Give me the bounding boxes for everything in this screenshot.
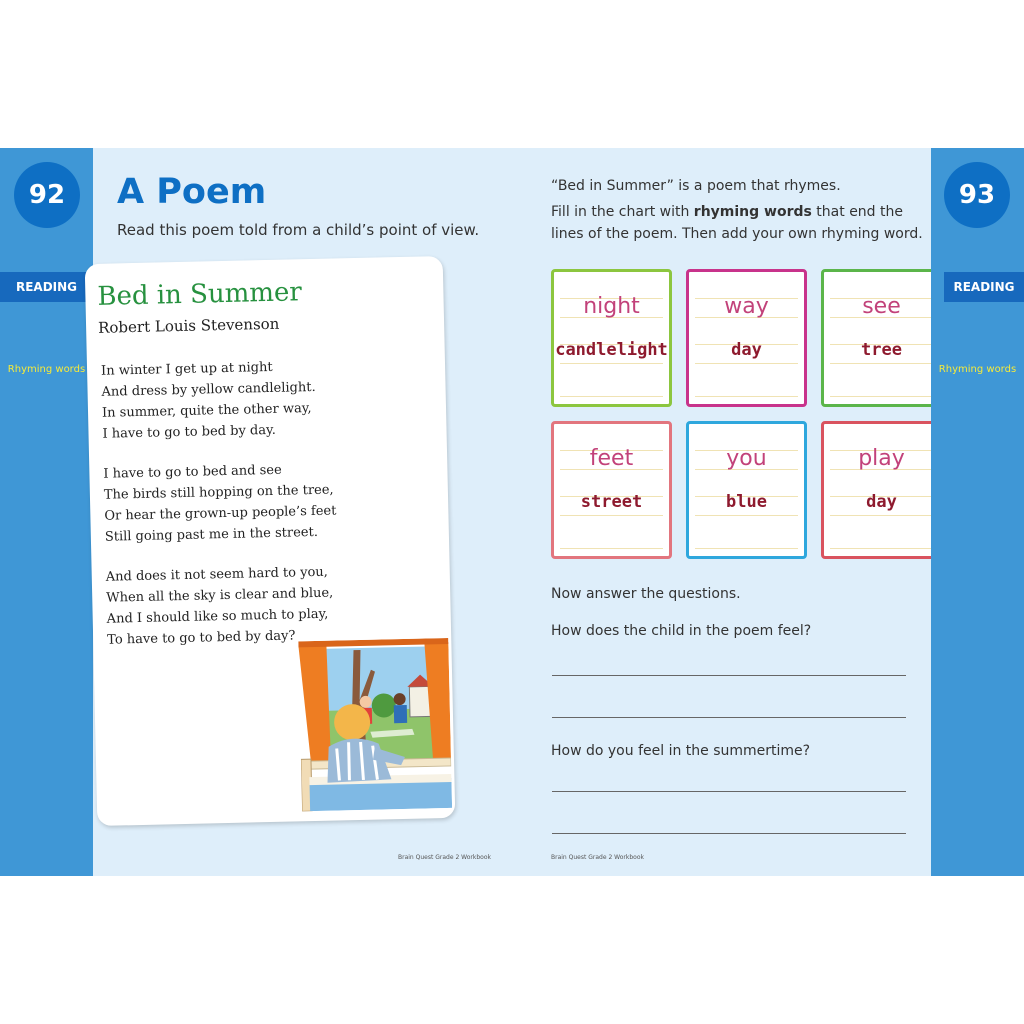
- poem-line: Still going past me in the street.: [104, 524, 319, 545]
- rhyme-box: [551, 421, 672, 559]
- answer-line-1b[interactable]: [552, 717, 906, 718]
- poem-stanza-3: [106, 562, 335, 651]
- instruction-rhymes: “Bed in Summer” is a poem that rhymes.: [551, 178, 841, 194]
- poem-card: [85, 256, 456, 826]
- instruction-text: Fill in the chart with: [551, 204, 694, 220]
- rhyme-word-top: night: [583, 294, 640, 319]
- left-side-band: [0, 148, 93, 876]
- rhyme-word-answer: day: [731, 340, 762, 360]
- rhyme-word-top: feet: [589, 446, 634, 471]
- rhyme-word-answer: blue: [726, 492, 767, 512]
- poem-stanza-2: [103, 458, 337, 547]
- instruction-bold: rhyming words: [693, 204, 812, 220]
- workbook-spread: [0, 148, 1024, 876]
- page-number-left: 92: [14, 162, 80, 228]
- rhyme-word-answer: day: [866, 492, 897, 512]
- rhyme-word-top: see: [862, 294, 901, 319]
- question-1: How does the child in the poem feel?: [551, 623, 812, 639]
- poem-line: I have to go to bed by day.: [102, 422, 276, 442]
- instruction-fill-chart: [551, 201, 923, 245]
- poem-stanza-1: [101, 356, 317, 445]
- poem-line: In winter I get up at night: [100, 359, 273, 379]
- side-label-right: Rhyming words: [938, 364, 1017, 375]
- poem-line: To have to go to bed by day?: [107, 628, 296, 648]
- rhyme-word-answer: street: [580, 492, 643, 512]
- poem-author: Robert Louis Stevenson: [97, 314, 280, 337]
- poem-line: When all the sky is clear and blue,: [106, 585, 334, 606]
- window-illustration: [298, 638, 452, 811]
- poem-line: Or hear the grown-up people’s feet: [104, 503, 337, 524]
- right-side-band: [931, 148, 1024, 876]
- rhyme-box: [821, 269, 942, 407]
- section-tag-right: READING: [944, 272, 1024, 302]
- answer-line-1a[interactable]: [552, 675, 906, 676]
- footer-right: Brain Quest Grade 2 Workbook: [551, 854, 644, 861]
- side-label-left: Rhyming words: [7, 364, 86, 375]
- answer-line-2a[interactable]: [552, 791, 906, 792]
- footer-left: Brain Quest Grade 2 Workbook: [398, 854, 491, 861]
- poem-line: And dress by yellow candlelight.: [101, 379, 316, 400]
- instruction-text: that end the: [811, 204, 903, 220]
- section-tag-left: READING: [0, 272, 93, 302]
- poem-line: I have to go to bed and see: [103, 462, 282, 482]
- rhyme-word-top: way: [724, 294, 769, 319]
- poem-title: Bed in Summer: [97, 277, 303, 312]
- rhyme-box: [551, 269, 672, 407]
- poem-line: The birds still hopping on the tree,: [103, 482, 334, 503]
- page-title: A Poem: [117, 172, 267, 212]
- rhyme-box: [686, 269, 807, 407]
- poem-line: And does it not seem hard to you,: [105, 564, 329, 585]
- rhyme-word-answer: tree: [861, 340, 902, 360]
- instruction-text: lines of the poem. Then add your own rhyming word.: [551, 226, 923, 242]
- rhyme-box: [821, 421, 942, 559]
- page-number-right: 93: [944, 162, 1010, 228]
- questions-intro: Now answer the questions.: [551, 586, 741, 602]
- page-intro: Read this poem told from a child’s point of view.: [117, 221, 480, 239]
- question-2: How do you feel in the summertime?: [551, 743, 811, 759]
- rhyme-word-top: you: [726, 446, 767, 471]
- rhyme-word-top: play: [858, 446, 905, 471]
- poem-line: And I should like so much to play,: [106, 606, 329, 627]
- rhyme-word-answer: candlelight: [555, 340, 668, 360]
- answer-line-2b[interactable]: [552, 833, 906, 834]
- rhyme-box: [686, 421, 807, 559]
- poem-line: In summer, quite the other way,: [101, 401, 312, 421]
